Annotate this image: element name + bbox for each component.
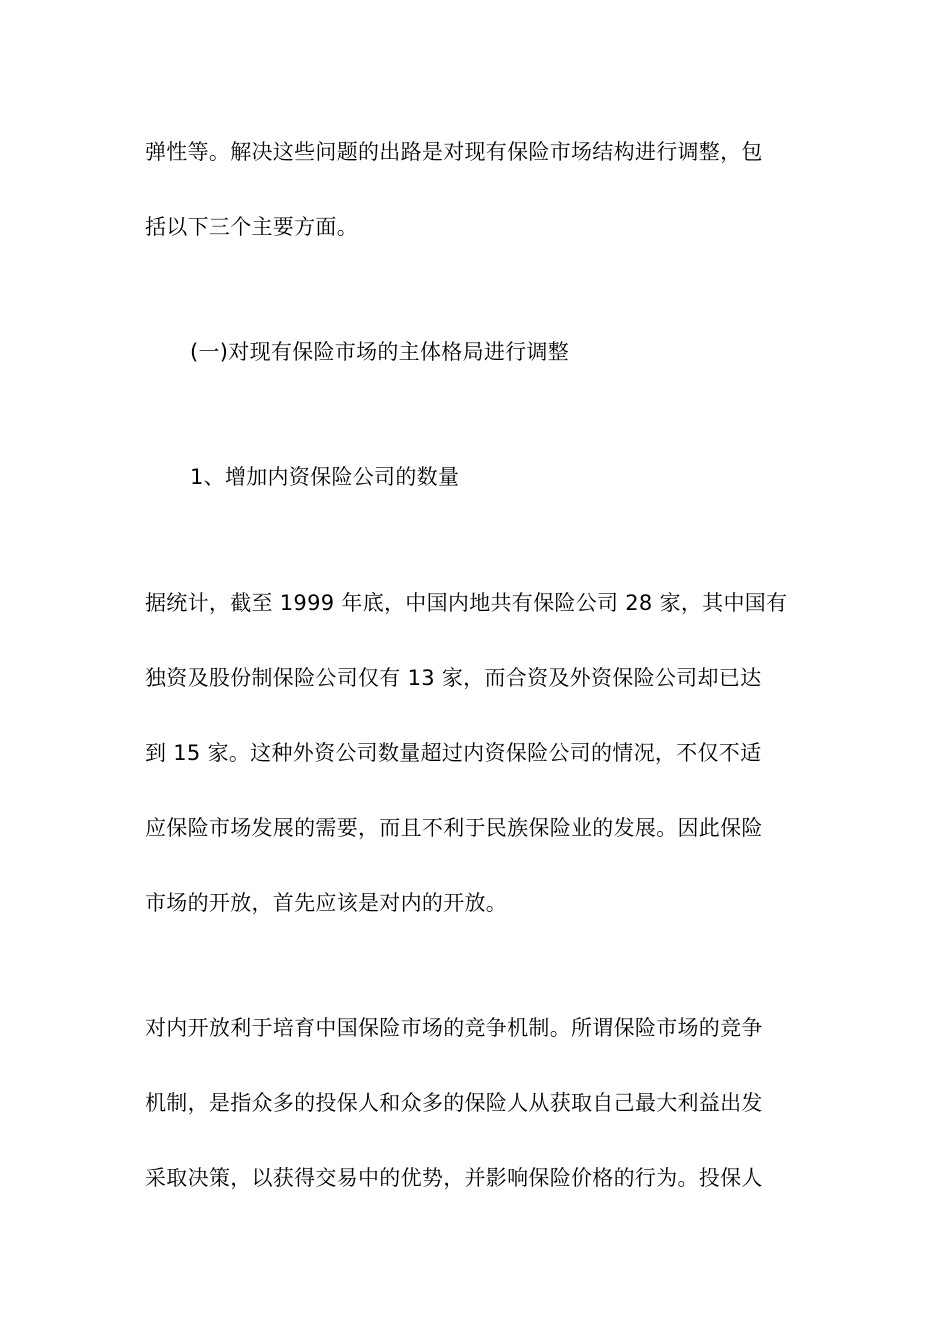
subsection-heading: 1、增加内资保险公司的数量 — [190, 465, 460, 489]
paragraph-line: 对内开放利于培育中国保险市场的竞争机制。所谓保险市场的竞争 — [145, 1016, 763, 1040]
paragraph-line: 到 15 家。这种外资公司数量超过内资保险公司的情况，不仅不适 — [145, 741, 762, 765]
paragraph-line: 独资及股份制保险公司仅有 13 家，而合资及外资保险公司却已达 — [145, 666, 762, 690]
paragraph-line: 机制，是指众多的投保人和众多的保险人从获取自己最大利益出发 — [145, 1091, 763, 1115]
paragraph-line: 应保险市场发展的需要，而且不利于民族保险业的发展。因此保险 — [145, 816, 763, 840]
paragraph-line: 括以下三个主要方面。 — [145, 215, 358, 239]
section-heading: (一)对现有保险市场的主体格局进行调整 — [190, 340, 570, 364]
paragraph-line: 弹性等。解决这些问题的出路是对现有保险市场结构进行调整，包 — [145, 140, 763, 164]
paragraph-line: 据统计，截至 1999 年底，中国内地共有保险公司 28 家，其中国有 — [145, 591, 788, 615]
paragraph-line: 采取决策，以获得交易中的优势，并影响保险价格的行为。投保人 — [145, 1166, 763, 1190]
paragraph-line: 市场的开放，首先应该是对内的开放。 — [145, 891, 508, 915]
